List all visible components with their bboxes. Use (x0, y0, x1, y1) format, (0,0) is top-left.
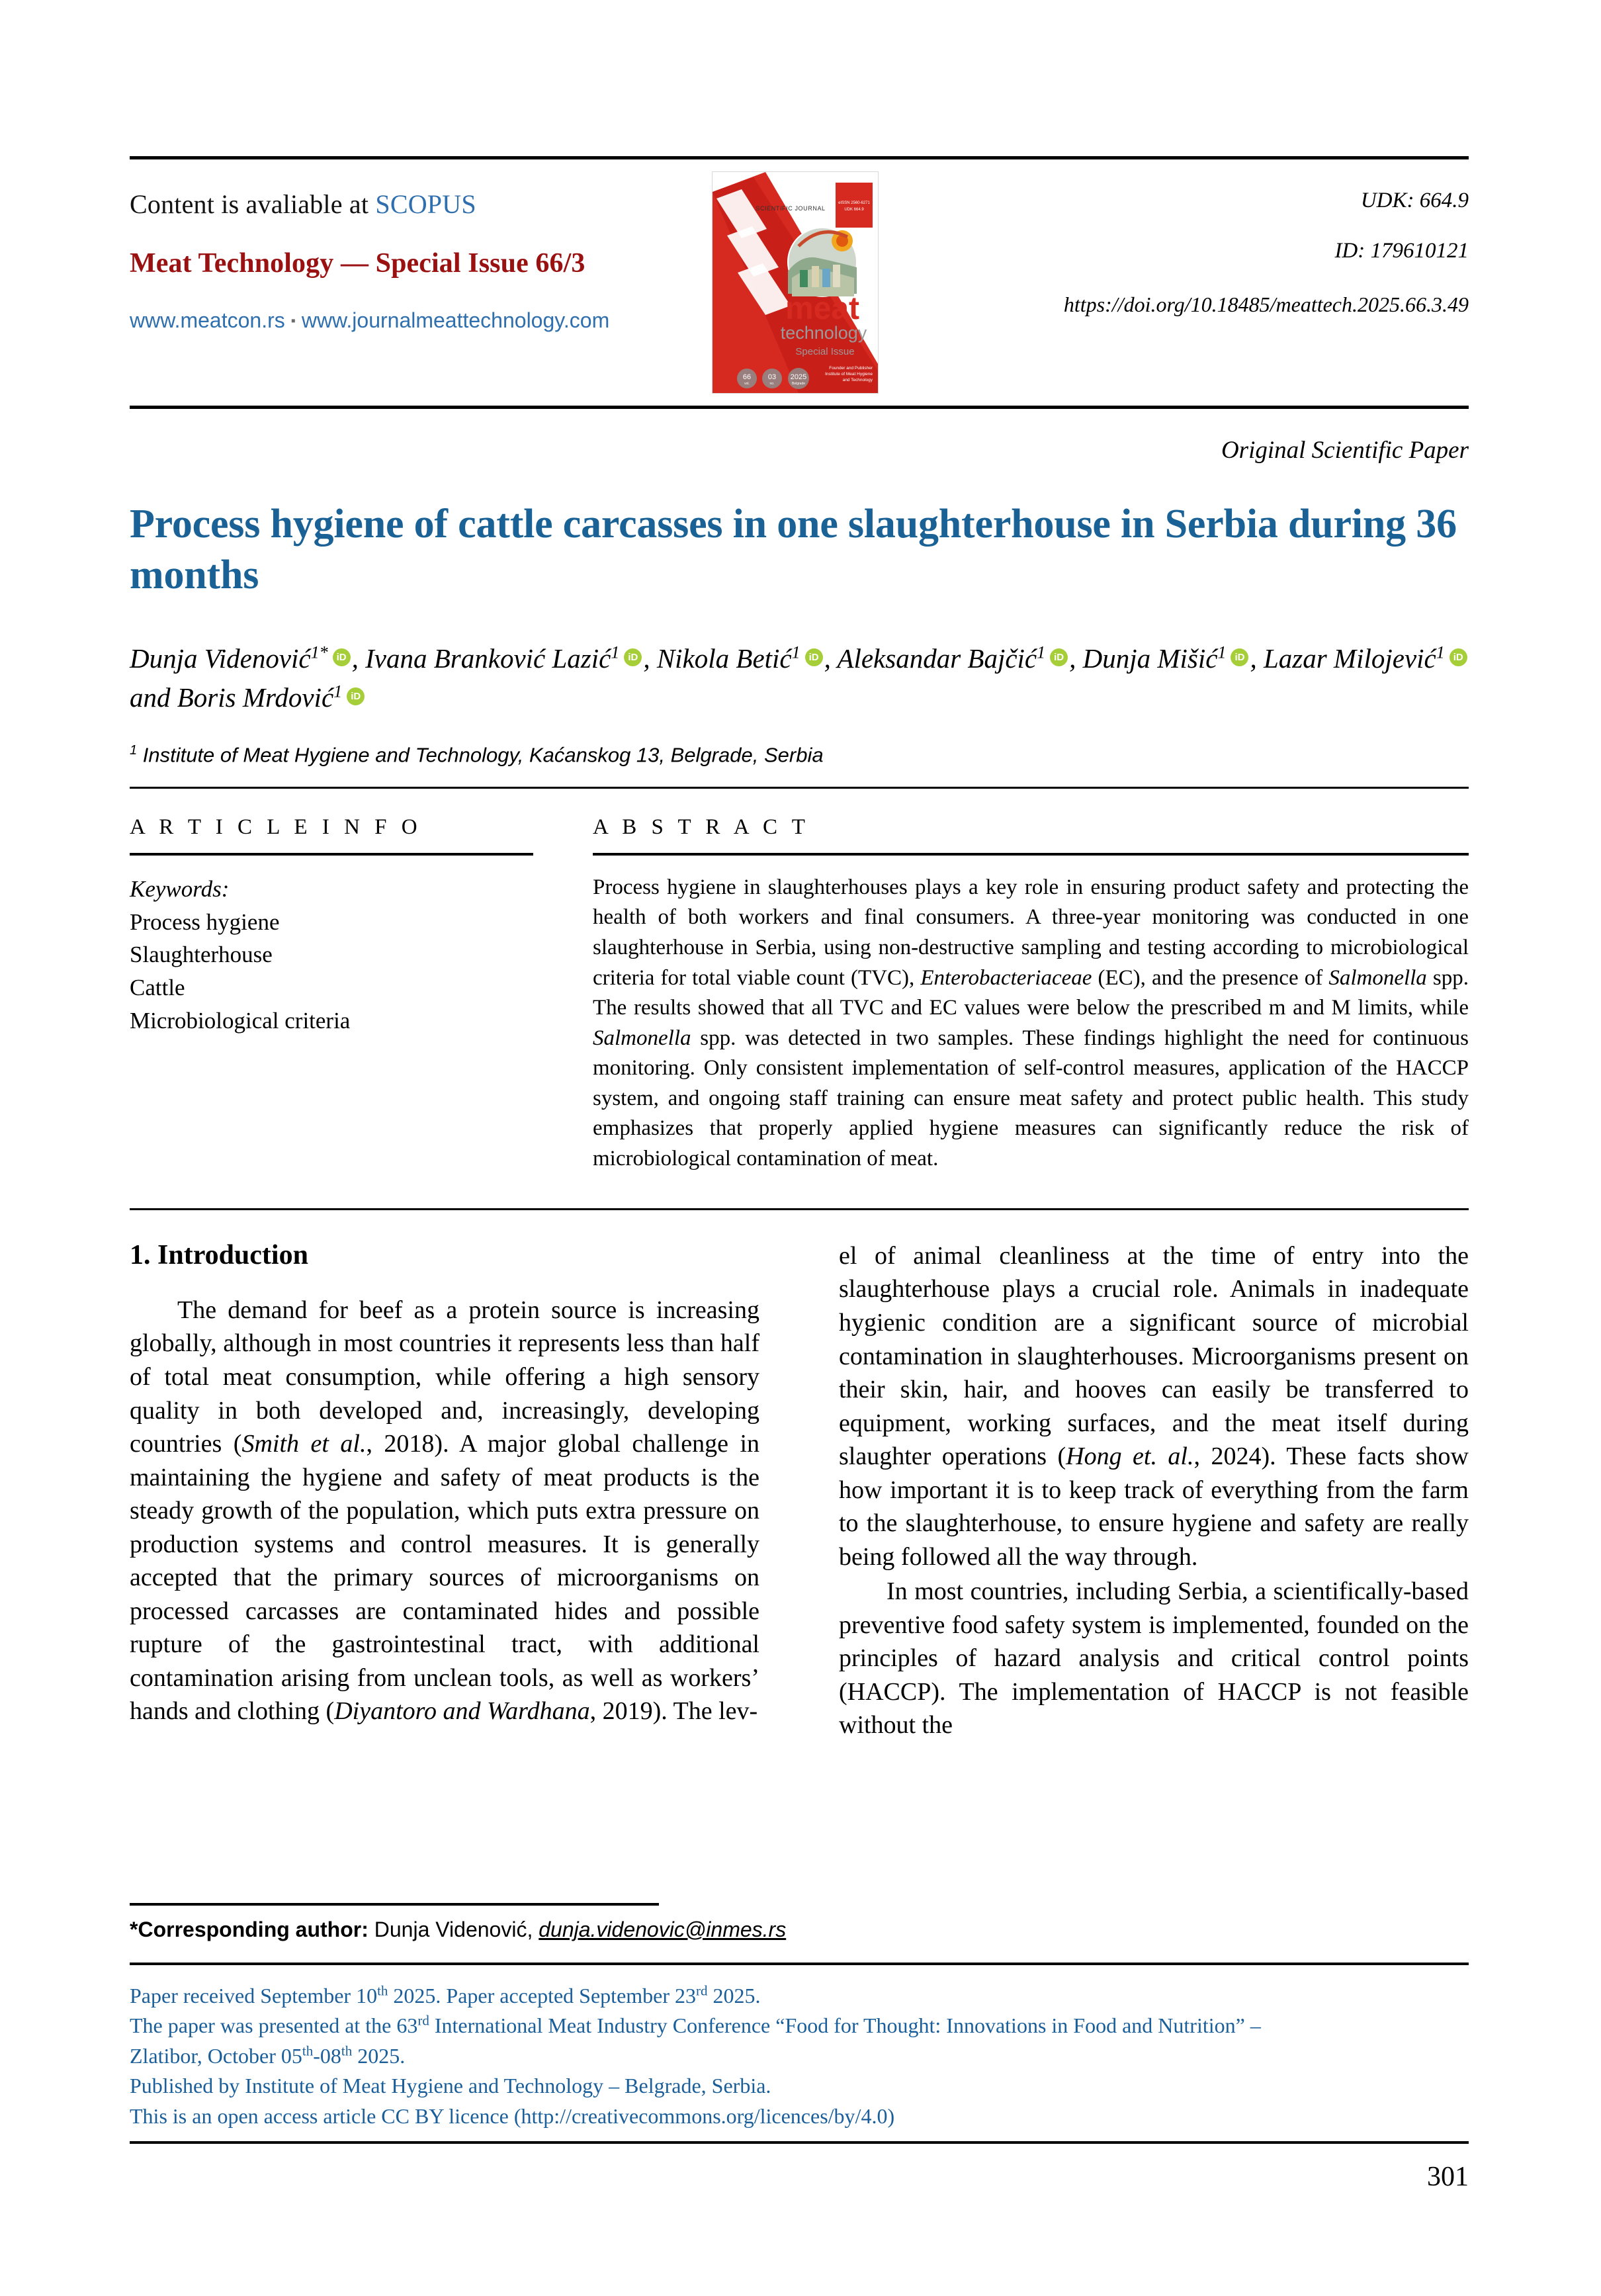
author-name: Dunja Mišić (1082, 642, 1218, 674)
page-title: Process hygiene of cattle carcasses in one slaughterhouse in Serbia during 36 months (130, 502, 1457, 597)
paper-type-label: Original Scientific Paper (1221, 437, 1469, 464)
location-ordinal-1: th (302, 2043, 314, 2059)
corresponding-author-label: *Corresponding author: (130, 1918, 368, 1941)
meatcon-link[interactable]: www.meatcon.rs (130, 308, 285, 332)
conference-ordinal: rd (417, 2012, 429, 2029)
body-column-right (839, 1239, 1469, 1742)
masthead-bottom-rule (130, 406, 1469, 409)
corresponding-author-rule (130, 1903, 659, 1906)
article-info-abstract-block (130, 815, 1469, 1186)
svg-text:no.: no. (769, 382, 775, 386)
svg-text:03: 03 (767, 373, 777, 381)
author-name: Dunja Videnović (130, 642, 311, 674)
body-two-column (130, 1239, 1469, 1861)
svg-text:and Technology: and Technology (842, 378, 873, 382)
article-info-label: A R T I C L E I N F O (130, 815, 422, 839)
footer-publisher-line: Published by Institute of Meat Hygiene and Technology – Belgrade, Serbia. (130, 2074, 771, 2098)
scopus-prefix-text: Content is avaliable at (130, 189, 376, 219)
intro-paragraph-right-continued: el of animal cleanliness at the time of entry into the slaughterhouse plays a crucial role. Animals in inadequate hygienic condition are a significant source of microbial contamination in slaughterhouses. Microorganisms present on their skin, hair, and hooves can easily be transferred to equipment, working surfaces, and the meat itself during slaughter operations (Hong et. al., 2024). These facts show how important it is to keep track of everything from the farm to the slaughterhouse, to ensure hygiene and safety are really being followed all the way through. (839, 1241, 1469, 1571)
orcid-icon[interactable] (1450, 648, 1467, 666)
corresponding-author-email-link[interactable]: dunja.videnovic@inmes.rs (539, 1918, 787, 1941)
accepted-year: 2025. (707, 1984, 761, 2008)
orcid-icon[interactable] (1231, 648, 1248, 666)
location-ordinal-2: th (341, 2043, 353, 2059)
keyword-item: Microbiological criteria (130, 1007, 351, 1034)
keyword-item: Process hygiene (130, 908, 280, 935)
accepted-ordinal: rd (696, 1982, 708, 1999)
corresponding-author-name: Dunja Videnović, (368, 1918, 539, 1941)
article-id-value: ID: 179610121 (1334, 239, 1469, 263)
received-text: Paper received September 10 (130, 1984, 378, 2008)
affiliation (130, 743, 1469, 767)
svg-text:SCIENTIFIC JOURNAL: SCIENTIFIC JOURNAL (756, 205, 826, 212)
svg-text:Founder and Publisher: Founder and Publisher (829, 366, 873, 371)
footer-received-accepted-line (130, 1981, 1469, 2011)
species-name: Enterobacteriaceae (920, 965, 1092, 990)
accepted-text: 2025. Paper accepted September 23 (388, 1984, 697, 2008)
conference-text-a: The paper was presented at the 63 (130, 2013, 418, 2038)
affiliation-text: Institute of Meat Hygiene and Technology, Kaćanskog 13, Belgrade, Serbia (137, 742, 824, 766)
conference-text-b: International Meat Industry Conference “Food for Thought: Innovations in Food and Nutrition” – (429, 2013, 1261, 2038)
author-name: Lazar Milojević (1263, 642, 1436, 674)
journal-cover-image (712, 171, 879, 394)
author-name: Boris Mrdović (177, 682, 334, 713)
footer-conference-location-line (130, 2041, 1469, 2071)
author-affiliation-marker: 1 (1217, 642, 1227, 662)
author-affiliation-marker: 1 (1436, 642, 1445, 662)
location-text-a: Zlatibor, October 05 (130, 2043, 302, 2068)
journal-websites (130, 308, 712, 333)
abstract-text: Process hygiene in slaughterhouses plays a key role in ensuring product safety and protecting the health of both workers and final consumers. A three-year monitoring was conducted in one slaughterhouse in Serbia, using non-destructive sampling and testing according to microbiological criteria for total viable count (TVC), Enterobacteriaceae (EC), and the presence of Salmonella spp. The results showed that all TVC and EC values were below the prescribed m and M limits, while Salmonella spp. was detected in two samples. These findings highlight the need for continuous monitoring. Only consistent implementation of self-control measures, application of the HACCP system, and ongoing staff training can ensure meat safety and protect public health. This study emphasizes that properly applied hygiene measures can significantly reduce the risk of microbiological contamination of meat. (593, 875, 1469, 1170)
author-name: Nikola Betić (656, 642, 792, 674)
masthead-right (873, 190, 1469, 315)
page-number: 301 (1427, 2162, 1469, 2192)
intro-paragraph-right-2: In most countries, including Serbia, a scientifically-based preventive food safety system is implemented, founded on the principles of hazard analysis and critical control points (HACCP). The implementation of HACCP is not feasible without the (839, 1577, 1469, 1740)
udk-value: UDK: 664.9 (1360, 189, 1469, 212)
affiliation-rule (130, 787, 1469, 789)
author-affiliation-marker: 1 (611, 642, 620, 662)
article-info-column (130, 815, 533, 1037)
masthead (130, 159, 1469, 404)
footer-bottom-rule (130, 2141, 1469, 2144)
author-affiliation-marker: 1 (333, 682, 343, 701)
article-info-rule (130, 853, 533, 856)
svg-text:Institute of Meat Hygiene: Institute of Meat Hygiene (825, 372, 873, 376)
corresponding-author (130, 1918, 990, 1942)
footer-conference-line (130, 2011, 1469, 2041)
species-name: Salmonella (1328, 965, 1427, 990)
citation: Diyantoro and Wardhana (334, 1697, 590, 1726)
body-column-left (130, 1239, 759, 1728)
author-affiliation-marker: 1 (1037, 642, 1046, 662)
species-name: Salmonella (593, 1026, 691, 1050)
author-name: Ivana Branković Lazić (365, 642, 611, 674)
journal-name: Meat Technology — Special Issue 66/3 (130, 248, 585, 279)
scopus-availability-line (130, 189, 712, 220)
abstract-bottom-rule (130, 1208, 1469, 1210)
journalmeattechnology-link[interactable]: www.journalmeattechnology.com (301, 308, 610, 332)
svg-text:technology: technology (780, 323, 867, 343)
author-name: Aleksandar Bajčić (837, 642, 1037, 674)
scopus-link[interactable]: SCOPUS (375, 189, 476, 219)
orcid-icon[interactable] (805, 648, 823, 666)
abstract-column (593, 815, 1469, 1174)
footer-licence-line[interactable]: This is an open access article CC BY licence (http://creativecommons.org/licences/by/4.0) (130, 2103, 895, 2128)
received-ordinal: th (377, 1982, 388, 1999)
orcid-icon[interactable] (624, 648, 642, 666)
abstract-label: A B S T R A C T (593, 815, 810, 839)
orcid-icon[interactable] (1050, 648, 1068, 666)
svg-text:Special Issue: Special Issue (795, 346, 855, 357)
citation: Hong et. al. (1066, 1442, 1194, 1471)
abstract-rule (593, 853, 1469, 856)
svg-text:meat: meat (785, 291, 860, 326)
orcid-icon[interactable] (333, 648, 351, 666)
svg-text:Belgrade: Belgrade (791, 382, 806, 386)
svg-text:eISSN 2560-6271: eISSN 2560-6271 (838, 201, 870, 205)
svg-text:2025: 2025 (790, 373, 807, 381)
page-content (130, 0, 1469, 2192)
introduction-heading: 1. Introduction (130, 1239, 308, 1270)
location-text-c: 2025. (352, 2043, 406, 2068)
svg-text:UDK 664.9: UDK 664.9 (844, 208, 864, 212)
keyword-item: Cattle (130, 975, 185, 1001)
masthead-left (130, 189, 712, 333)
footer-top-rule (130, 1963, 1469, 1965)
keyword-item: Slaughterhouse (130, 942, 273, 968)
site-separator-icon: ▪ (290, 314, 296, 328)
author-affiliation-marker: 1 (791, 642, 800, 662)
author-list: Dunja Videnović$^{1*}$ iD , Ivana Branković Lazić$^1$ iD , Nikola Betić$^1$ iD , Aleksandar Bajčić$^1$ iD , Dunja Mišić$^1$ iD , Lazar Milojević$^1$iD and Boris Mrdović$^1$iD (130, 639, 1469, 718)
svg-text:66: 66 (742, 373, 752, 381)
orcid-icon[interactable] (347, 687, 365, 705)
footer-notes (130, 1981, 1469, 2131)
keywords-label: Keywords: (130, 875, 230, 902)
location-text-b: -08 (313, 2043, 341, 2068)
citation: Smith et al. (241, 1430, 367, 1458)
affiliation-marker: 1 (130, 742, 138, 758)
svg-text:vol.: vol. (744, 382, 750, 386)
author-affiliation-marker: 1* (310, 642, 328, 662)
intro-paragraph-left: The demand for beef as a protein source is increasing globally, although in most countries it represents less than half of total meat consumption, while offering a high sensory quality in both developed and, increasingly, developing countries (Smith et al., 2018). A major global challenge in maintaining the hygiene and safety of meat products is the steady growth of the population, which puts extra pressure on production systems and control measures. It is generally accepted that the primary sources of microorganisms on processed carcasses are contaminated hides and possible rupture of the gastrointestinal tract, with additional contamination arising from unclean tools, as well as workers’ hands and clothing (Diyantoro and Wardhana, 2019). The lev- (130, 1296, 759, 1726)
doi-link[interactable]: https://doi.org/10.18485/meattech.2025.66.3.49 (1063, 292, 1469, 316)
